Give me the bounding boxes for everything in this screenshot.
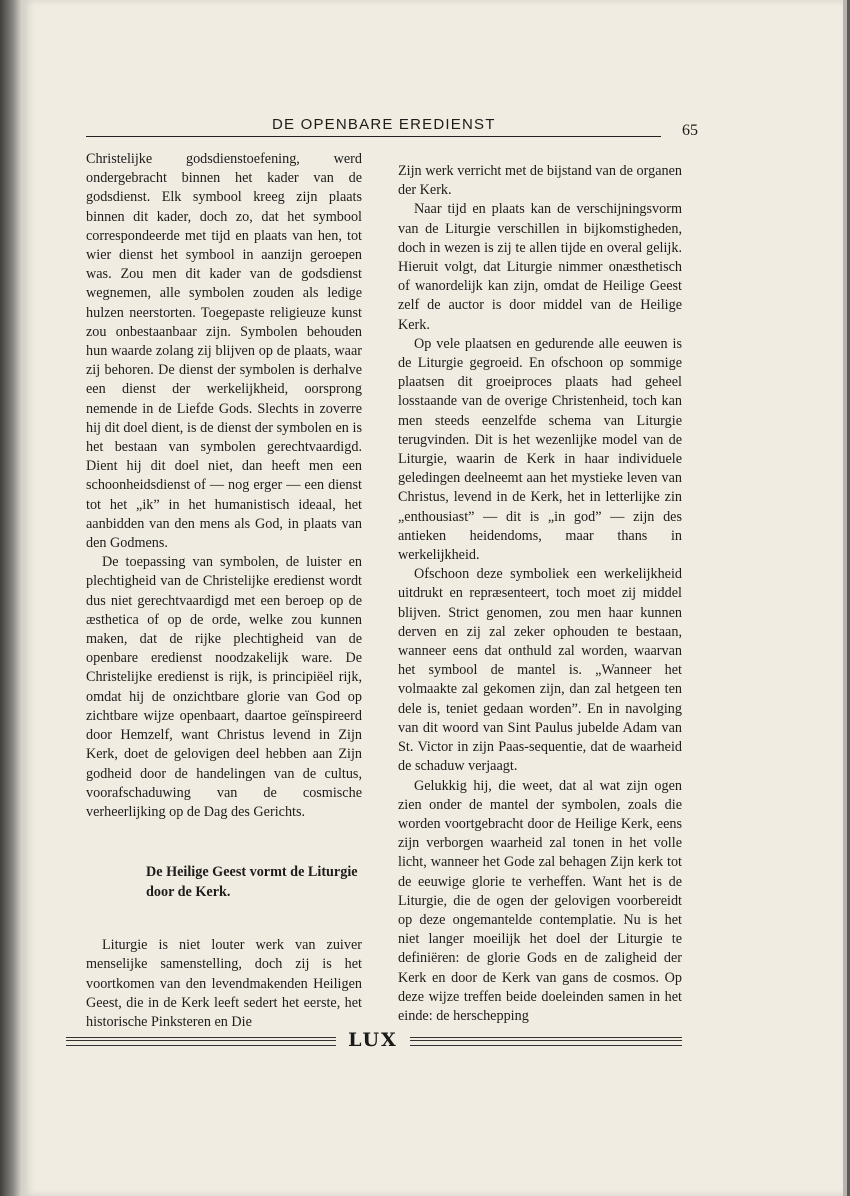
paragraph: Liturgie is niet louter werk van zuiver menselijke samenstelling, doch zij is het voortkomen van den levendmakenden Heiligen Geest, die in de Kerk leeft sedert het eerste, het historische Pinksteren en Die: [86, 937, 362, 1030]
page-header: [86, 112, 702, 146]
footer-rule-right: [410, 1037, 682, 1046]
section-heading: De Heilige Geest vormt de Liturgie door de Kerk.: [146, 864, 358, 901]
paragraph: Ofschoon deze symboliek een werkelijkheid uitdrukt en repræsenteert, toch moet zij middel blijven. Strict genomen, zou men haar kunnen derven en zij zal zeker ophouden te bestaan, wanneer eens dat onthuld zal worden, waarvan het symbool de mantel is. „Wanneer het volmaakte zal gekomen zijn, dan zal hetgeen ten dele is, teniet gedaan worden”. En in navolging van dit woord van Sint Paulus jubelde Adam van St. Victor in zijn Paas-sequentie, dat de waarheid de schaduw verjaagt.: [398, 566, 682, 775]
footer-rule-left: [66, 1037, 336, 1046]
running-title: DE OPENBARE EREDIENST: [272, 116, 496, 133]
page-footer: [66, 1030, 682, 1054]
right-column: [398, 162, 682, 1026]
header-rule: [86, 136, 661, 137]
paragraph: De toepassing van symbolen, de luister en plechtigheid van de Christelijke eredienst wordt dus niet gerechtvaardigd met een beroep op de æsthetica of op de orde, welke zou kunnen maken, dat de rijke plechtigheid van de openbare eredienst noodzakelijk ware. De Christelijke eredienst is rijk, is principiëel rijk, omdat hij de onzichtbare glorie van God op zichtbare wijze openbaart, daartoe geïnspireerd door Hemzelf, want Christus levend in Zijn Kerk, doet de gelovigen deel hebben aan Zijn godheid door de handelingen van de cultus, voorafschaduwing van de cosmische verheerlijking op de Dag des Gerichts.: [86, 554, 362, 820]
page-number: 65: [682, 122, 698, 139]
left-column: [86, 150, 362, 1032]
book-spine-shadow: [0, 0, 22, 1196]
paragraph: Gelukkig hij, die weet, dat al wat zijn ogen zien onder de mantel der symbolen, zoals die worden voortgebracht door de Heilige Kerk, eens zijn verborgen waarheid zal tonen in het volle licht, wanneer het Gode zal behagen Zijn kerk tot de eeuwige glorie te verheffen. Want het is de Liturgie, die de ogen der gelovigen voorbereidt op deze ongemantelde contemplatie. Nu is het niet langer moeilijk het doel der Liturgie te definiëren: de glorie Gods en de zaligheid der Kerk en door de Kerk van gans de cosmos. Op deze wijze treffen beide doeleinden samen in het einde: de herschepping: [398, 777, 682, 1024]
paragraph: Christelijke godsdienstoefening, werd ondergebracht binnen het kader van de godsdienst. Elk symbool kreeg zijn plaats binnen dit kader, doch zo, dat het symbool correspondeerde met tijd en plaats van hen, tot wier dienst het symbool in aanzijn geroepen was. Zou men dit kader van de godsdienst wegnemen, alle symbolen zouden als ledige hulzen neerstorten. Toegepaste religieuze kunst zou onbestaanbaar zijn. Symbolen behouden hun waarde zolang zij blijven op de plaats, waar zij behoren. De dienst der symbolen is derhalve een dienst der werkelijkheid, oorsprong nemende in de Liefde Gods. Slechts in zoverre hij dit doel dient, is de dienst der symbolen en is het bestaan van symbolen gerechtvaardigd. Dient hij dit doel niet, dan heeft men een schoonheidsdienst of — nog erger — een dienst tot het „ik” in het humanistisch ideaal, het aanbidden van den mens als God, in plaats van den Godmens.: [86, 151, 362, 552]
lux-logo: LUX: [348, 1029, 398, 1051]
page-edge: [843, 0, 847, 1196]
paragraph: Op vele plaatsen en gedurende alle eeuwen is de Liturgie gegroeid. En ofschoon op sommige plaatsen dit groeiproces plaats had geheel losstaande van de overige Christenheid, toch kan men steeds eenzelfde schema van Liturgie terugvinden. Dit is het wezenlijke model van de Liturgie, waarin de Kerk in haar individuele geledingen deelneemt aan het mystieke leven van Christus, levend in de Kerk, het in letterlijke zin „enthousiast” — dit is „in god” — zijn des antieken heidendoms, maar thans in werkelijkheid.: [398, 335, 682, 564]
paragraph: Zijn werk verricht met de bijstand van de organen der Kerk.: [398, 163, 682, 199]
paragraph: Naar tijd en plaats kan de verschijningsvorm van de Liturgie verschillen in bijkomstigheden, doch in wezen is zij te allen tijde en overal gelijk. Hieruit volgt, dat Liturgie nimmer onæsthetisch of wanordelijk kan zijn, omdat de Heilige Geest zelf de auctor is door middel van de Heilige Kerk.: [398, 201, 682, 333]
